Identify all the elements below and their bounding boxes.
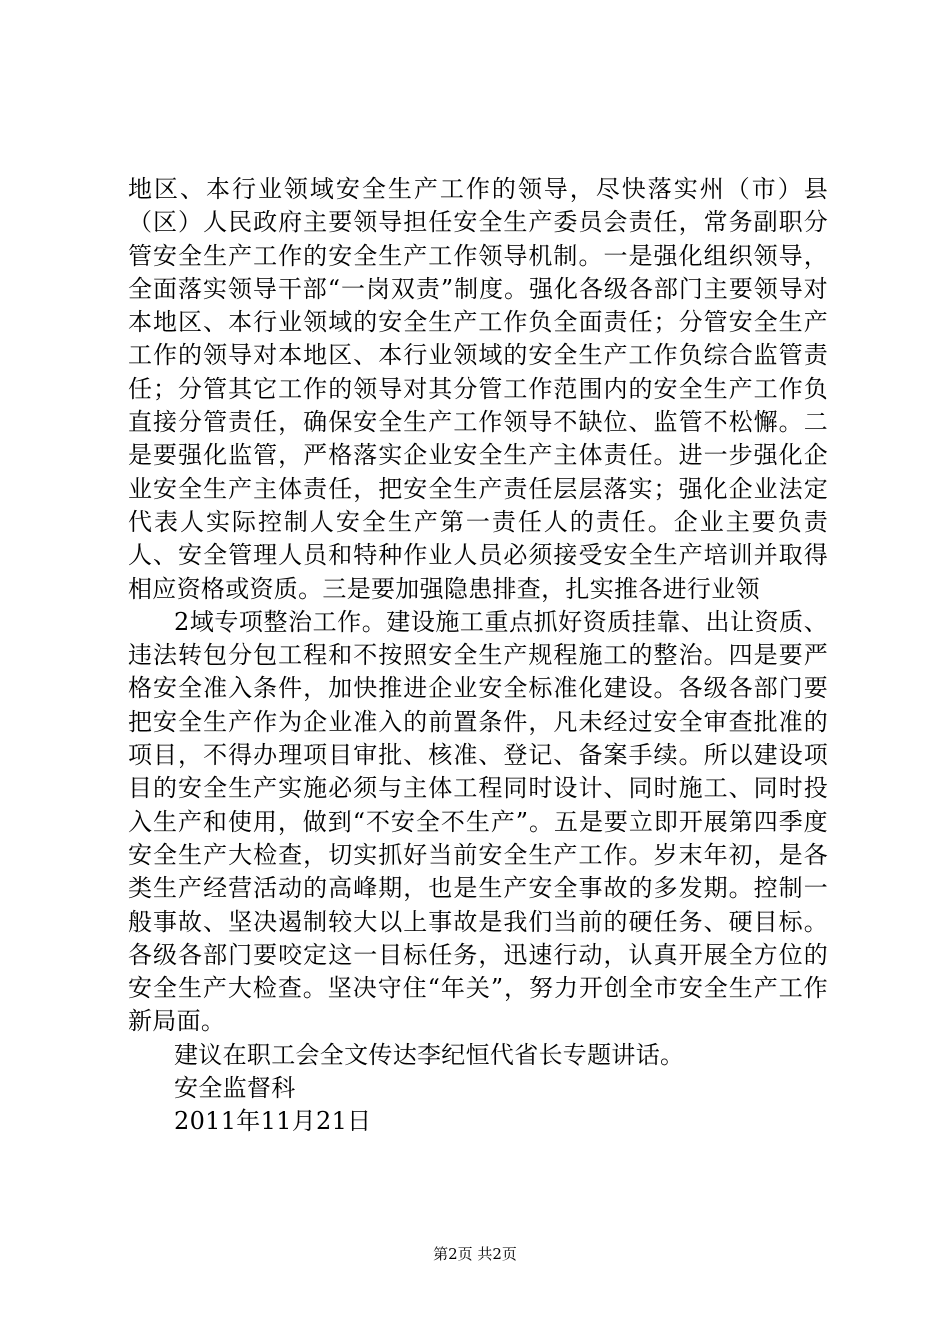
paragraph-2: 2域专项整治工作。建设施工重点抓好资质挂靠、出让资质、违法转包分包工程和不按照安全生产规程施工的整治。四是要严格安全准入条件，加快推进企业安全标准化建设。各级各部门要把安全生产作为企业准入的前置条件，凡未经过安全审查批准的项目，不得办理项目审批、核准、登记、备案手续。所以建设项目的安全生产实施必须与主体工程同时设计、同时施工、同时投入生产和使用，做到“不安全不生产”。五是要立即开展第四季度安全生产大检查，切实抓好当前安全生产工作。岁末年初，是各类生产经营活动的高峰期，也是生产安全事故的多发期。控制一般事故、坚决遏制较大以上事故是我们当前的硬任务、硬目标。各级各部门要咬定这一目标任务，迅速行动，认真开展全方位的安全生产大检查。坚决守住“年关”，努力开创全市安全生产工作新局面。	[128, 607, 828, 1036]
document-date: 2011年11月21日	[174, 1107, 372, 1136]
suggestion-line: 建议在职工会全文传达李纪恒代省长专题讲话。	[174, 1040, 685, 1069]
department-signature: 安全监督科	[174, 1074, 296, 1103]
paragraph-1: 地区、本行业领域安全生产工作的领导，尽快落实州（市）县（区）人民政府主要领导担任安全生产委员会责任，常务副职分管安全生产工作的安全生产工作领导机制。一是强化组织领导，全面落实领导干部“一岗双责”制度。强化各级各部门主要领导对本地区、本行业领域的安全生产工作负全面责任；分管安全生产工作的领导对本地区、本行业领域的安全生产工作负综合监管责任；分管其它工作的领导对其分管工作范围内的安全生产工作负直接分管责任，确保安全生产工作领导不缺位、监管不松懈。二是要强化监管，严格落实企业安全生产主体责任。进一步强化企业安全生产主体责任，把安全生产责任层层落实；强化企业法定代表人实际控制人安全生产第一责任人的责任。企业主要负责人、安全管理人员和特种作业人员必须接受安全生产培训并取得相应资格或资质。三是要加强隐患排查，扎实推各进行业领	[128, 175, 828, 603]
page-footer	[0, 1244, 950, 1264]
page-number: 第2页 共2页	[433, 1245, 517, 1263]
document-body	[128, 173, 828, 1139]
